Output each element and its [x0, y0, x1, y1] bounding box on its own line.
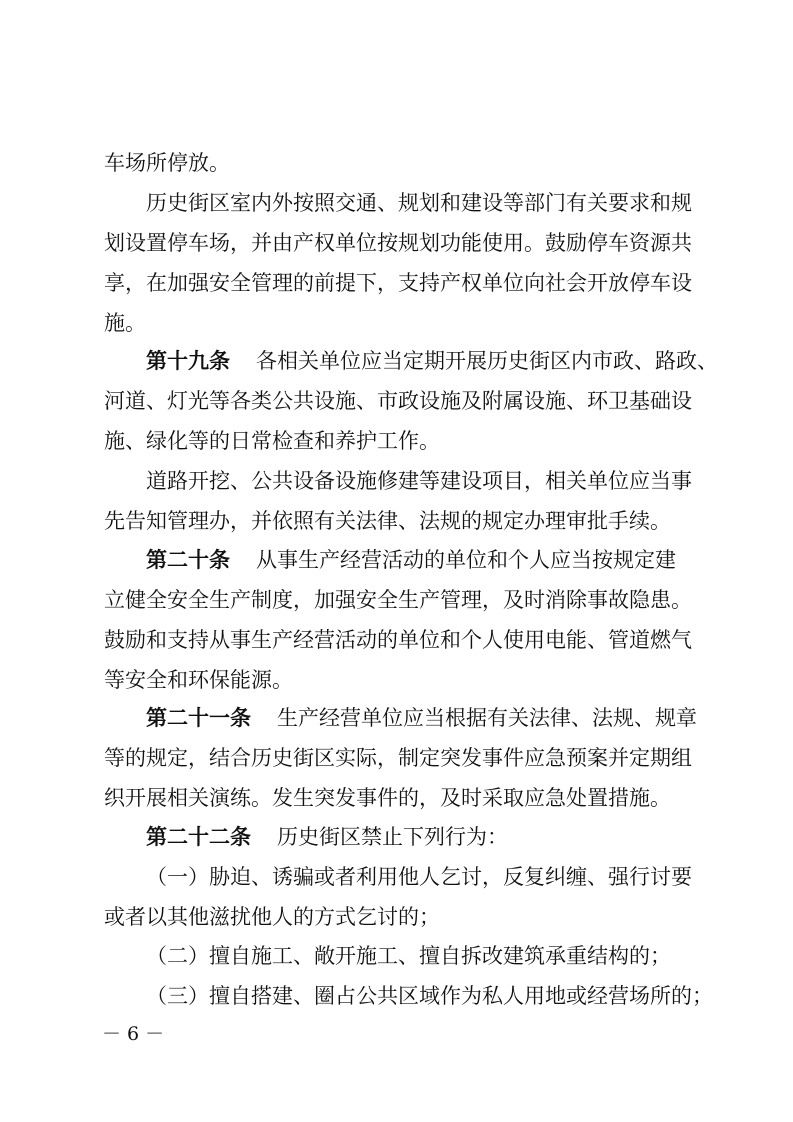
paragraph-line: 或者以其他滋扰他人的方式乞讨的； [104, 905, 440, 929]
page-number: － 6 － [102, 1023, 165, 1045]
article-20-text: 从事生产经营活动的单位和个人应当按规定建 [256, 548, 676, 572]
paragraph-line: 车场所停放。 [104, 151, 230, 175]
list-item-1: （一）胁迫、诱骗或者利用他人乞讨，反复纠缠、强行讨要 [146, 865, 692, 889]
paragraph-line: 道路开挖、公共设备设施修建等建设项目，相关单位应当事 [146, 469, 692, 493]
article-19-line [146, 347, 718, 375]
paragraph-line: 施。 [104, 311, 146, 335]
paragraph-line: 河道、灯光等各类公共设施、市政设施及附属设施、环卫基础设 [104, 389, 692, 413]
paragraph-line: 织开展相关演练。发生突发事件的，及时采取应急处置措施。 [104, 786, 671, 810]
article-21-heading: 第二十一条 [146, 705, 251, 730]
article-20-heading: 第二十条 [146, 547, 230, 572]
article-20-line [146, 546, 676, 574]
list-item-2: （二）擅自施工、敞开施工、擅自拆改建筑承重结构的； [146, 944, 671, 968]
article-22-line [146, 823, 508, 851]
article-22-text: 历史街区禁止下列行为： [277, 825, 508, 849]
paragraph-line: 立健全安全生产制度，加强安全生产管理，及时消除事故隐患。 [104, 588, 692, 612]
paragraph-line: 划设置停车场，并由产权单位按规划功能使用。鼓励停车资源共 [104, 231, 692, 255]
paragraph-line: 先告知管理办，并依照有关法律、法规的规定办理审批手续。 [104, 509, 671, 533]
article-21-line [146, 704, 697, 732]
paragraph-line: 等的规定，结合历史街区实际，制定突发事件应急预案并定期组 [104, 746, 692, 770]
article-19-text: 各相关单位应当定期开展历史街区内市政、路政、 [256, 349, 718, 373]
paragraph-line: 鼓励和支持从事生产经营活动的单位和个人使用电能、管道燃气 [104, 628, 692, 652]
paragraph-line: 历史街区室内外按照交通、规划和建设等部门有关要求和规 [146, 191, 692, 215]
paragraph-line: 享，在加强安全管理的前提下，支持产权单位向社会开放停车设 [104, 271, 692, 295]
article-22-heading: 第二十二条 [146, 824, 251, 849]
paragraph-line: 施、绿化等的日常检查和养护工作。 [104, 429, 440, 453]
article-21-text: 生产经营单位应当根据有关法律、法规、规章 [277, 706, 697, 730]
paragraph-line: 等安全和环保能源。 [104, 668, 293, 692]
article-19-heading: 第十九条 [146, 348, 230, 373]
list-item-3: （三）擅自搭建、圈占公共区域作为私人用地或经营场所的； [146, 984, 713, 1008]
